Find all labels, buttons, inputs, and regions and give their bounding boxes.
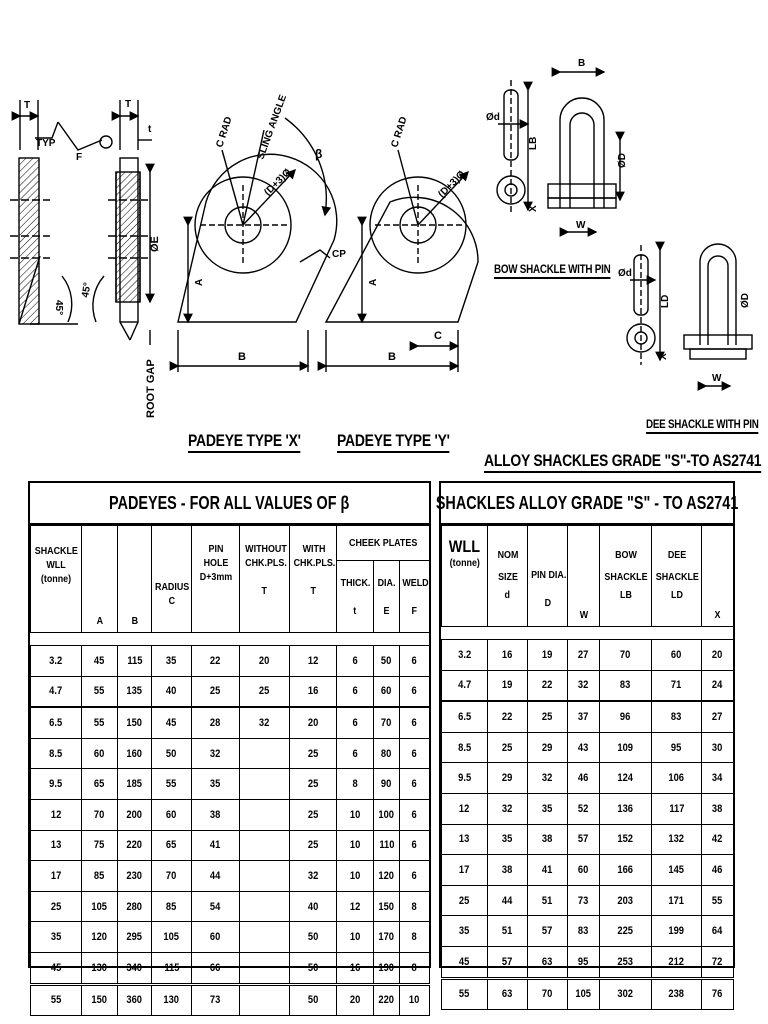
table-cell: 32 — [192, 738, 240, 769]
table-row — [442, 978, 734, 1010]
table-cell: 45 — [152, 707, 192, 738]
table-cell: 60 — [374, 676, 400, 707]
table-cell: 44 — [192, 861, 240, 892]
table-cell: 38 — [192, 799, 240, 830]
table-cell: 25 — [240, 676, 290, 707]
table-cell: 295 — [118, 922, 152, 953]
table-row — [31, 646, 430, 677]
table-cell: 135 — [118, 676, 152, 707]
table-cell: 3.2 — [31, 646, 82, 677]
table-cell: 16 — [488, 640, 528, 671]
table-cell: 70 — [528, 978, 568, 1010]
table-row — [31, 984, 430, 1016]
table-cell: 25 — [290, 799, 337, 830]
table-cell — [240, 861, 290, 892]
table-cell — [240, 984, 290, 1016]
table-cell: 45 — [442, 946, 488, 978]
shackles-table — [435, 481, 739, 1001]
table-cell: 42 — [702, 824, 734, 855]
table-cell: 8 — [400, 891, 430, 922]
table-cell: 12 — [337, 891, 374, 922]
col-dee-shackle: DEE SHACKLE LD — [652, 526, 702, 627]
table-cell: 72 — [702, 946, 734, 978]
table-cell: 10 — [337, 861, 374, 892]
table-row — [442, 946, 734, 978]
table-cell: 6 — [337, 738, 374, 769]
table-cell: 40 — [290, 891, 337, 922]
table-cell: 27 — [568, 640, 600, 671]
table-cell: 32 — [290, 861, 337, 892]
table-cell: 29 — [488, 763, 528, 794]
table-cell: 17 — [442, 855, 488, 886]
dim-w-dee: W — [712, 373, 722, 384]
table-cell: 24 — [702, 670, 734, 701]
table-cell: 35 — [488, 824, 528, 855]
table-cell: 63 — [528, 946, 568, 978]
bow-shackle-drawing — [486, 58, 628, 232]
table-cell: 6 — [337, 646, 374, 677]
table-cell: 35 — [192, 769, 240, 800]
table-cell: 136 — [600, 793, 652, 824]
col-b: B — [118, 526, 152, 633]
table-cell: 117 — [652, 793, 702, 824]
col-shackle-wll: SHACKLE WLL (tonne) — [31, 526, 82, 633]
table-cell: 25 — [290, 769, 337, 800]
table-cell: 253 — [600, 946, 652, 978]
dim-ld: LD — [660, 294, 671, 308]
table-cell: 130 — [82, 952, 118, 984]
table-cell: 70 — [152, 861, 192, 892]
table-cell: 22 — [528, 670, 568, 701]
table-cell: 4.7 — [442, 670, 488, 701]
dim-lb: LB — [528, 136, 539, 150]
table-cell: 13 — [442, 824, 488, 855]
table-cell: 20 — [290, 707, 337, 738]
table-cell: 145 — [652, 855, 702, 886]
table-cell: 73 — [192, 984, 240, 1016]
alloy-shackles-title: ALLOY SHACKLES GRADE "S"-TO AS2741 — [484, 451, 761, 471]
weld-f-label: F — [76, 152, 83, 163]
dim-t-mid: T — [125, 99, 132, 110]
table-cell: 51 — [528, 885, 568, 916]
table-cell — [240, 830, 290, 861]
table-cell: 160 — [118, 738, 152, 769]
dim-x-bow: X — [528, 205, 539, 212]
table-cell: 70 — [600, 640, 652, 671]
table-row — [442, 793, 734, 824]
table-cell: 6 — [400, 707, 430, 738]
table-row — [31, 891, 430, 922]
cp-label: CP — [332, 249, 346, 260]
table-cell: 8 — [400, 952, 430, 984]
c-rad-y: C RAD — [389, 115, 410, 149]
table-cell: 6 — [400, 861, 430, 892]
table-cell: 6 — [400, 646, 430, 677]
table-cell: 65 — [82, 769, 118, 800]
table-cell: 55 — [82, 707, 118, 738]
table-cell: 41 — [192, 830, 240, 861]
table-cell: 6.5 — [442, 701, 488, 732]
table-cell: 38 — [528, 824, 568, 855]
table-cell: 10 — [337, 799, 374, 830]
table-cell: 70 — [82, 799, 118, 830]
dee-shackle-caption: DEE SHACKLE WITH PIN — [646, 417, 759, 431]
table-cell: 150 — [82, 984, 118, 1016]
section-view-left — [10, 100, 112, 324]
dim-a-y: A — [368, 278, 379, 286]
col-cheek-plates: CHEEK PLATES — [337, 526, 430, 561]
dim-t-left: T — [24, 100, 31, 111]
table-cell: 120 — [374, 861, 400, 892]
table-row — [442, 640, 734, 671]
table-cell: 200 — [118, 799, 152, 830]
table-cell: 25 — [528, 701, 568, 732]
typ-label: TYP — [36, 138, 56, 149]
table-row — [442, 701, 734, 732]
table-cell: 85 — [82, 861, 118, 892]
table-cell: 130 — [152, 984, 192, 1016]
col-wll: WLL (tonne) — [442, 526, 488, 627]
col-pin-dia: PIN DIA. D — [528, 526, 568, 627]
table-row — [442, 824, 734, 855]
table-cell: 37 — [568, 701, 600, 732]
padeye-x-drawing — [178, 93, 337, 372]
table-cell: 10 — [337, 922, 374, 953]
table-cell: 115 — [118, 646, 152, 677]
table-cell: 35 — [528, 793, 568, 824]
dim-od-dee-big: ØD — [740, 293, 751, 308]
table-cell: 25 — [442, 885, 488, 916]
table-cell: 63 — [488, 978, 528, 1010]
table-cell: 8.5 — [31, 738, 82, 769]
table-cell: 50 — [290, 922, 337, 953]
d3-y: (D+3)Ø — [436, 168, 468, 201]
table-cell — [240, 799, 290, 830]
table-cell: 25 — [290, 738, 337, 769]
table-cell: 22 — [488, 701, 528, 732]
table-cell: 43 — [568, 732, 600, 763]
table-cell: 8.5 — [442, 732, 488, 763]
table-cell: 55 — [152, 769, 192, 800]
table-cell: 10 — [400, 984, 430, 1016]
table-cell: 45 — [82, 646, 118, 677]
table-cell: 106 — [652, 763, 702, 794]
col-weld: WELD F — [400, 561, 430, 633]
table-cell: 38 — [702, 793, 734, 824]
dim-x-dee: X — [658, 353, 669, 360]
padeye-drawings — [0, 0, 768, 470]
table-cell: 12 — [31, 799, 82, 830]
table-row — [31, 676, 430, 707]
col-pin-hole: PIN HOLE D+3mm — [192, 526, 240, 633]
table-cell: 20 — [240, 646, 290, 677]
table-cell: 8 — [337, 769, 374, 800]
table-row — [442, 732, 734, 763]
table-cell: 75 — [82, 830, 118, 861]
table-cell: 9.5 — [442, 763, 488, 794]
dim-a-x: A — [194, 278, 205, 286]
table-cell: 20 — [337, 984, 374, 1016]
table-cell: 35 — [152, 646, 192, 677]
table-cell: 302 — [600, 978, 652, 1010]
col-thick: THICK. t — [337, 561, 374, 633]
table-cell: 80 — [374, 738, 400, 769]
table-cell: 25 — [31, 891, 82, 922]
table-cell: 35 — [31, 922, 82, 953]
table-cell: 6 — [337, 707, 374, 738]
table-cell: 65 — [152, 830, 192, 861]
table-cell: 152 — [600, 824, 652, 855]
table-cell: 6 — [400, 769, 430, 800]
table-cell: 66 — [192, 952, 240, 984]
table-cell: 190 — [374, 952, 400, 984]
section-view-middle — [80, 99, 161, 418]
table-row — [442, 670, 734, 701]
table-cell: 185 — [118, 769, 152, 800]
table-cell: 50 — [152, 738, 192, 769]
table-cell: 150 — [374, 891, 400, 922]
table-cell: 8 — [400, 922, 430, 953]
table-cell: 46 — [702, 855, 734, 886]
table-row — [442, 855, 734, 886]
table-cell: 60 — [82, 738, 118, 769]
table-cell: 70 — [374, 707, 400, 738]
table-cell: 6 — [400, 676, 430, 707]
table-cell: 60 — [568, 855, 600, 886]
table-cell: 60 — [152, 799, 192, 830]
table-cell: 38 — [488, 855, 528, 886]
table-cell: 6 — [400, 738, 430, 769]
table-cell: 115 — [152, 952, 192, 984]
table-cell — [240, 738, 290, 769]
table-cell: 83 — [568, 916, 600, 947]
table-cell: 212 — [652, 946, 702, 978]
table-cell: 35 — [442, 916, 488, 947]
col-radius: RADIUS C — [152, 526, 192, 633]
padeyes-table — [28, 481, 431, 1007]
table-row — [442, 916, 734, 947]
table-cell: 32 — [568, 670, 600, 701]
table-cell: 29 — [528, 732, 568, 763]
dim-c-y: C — [434, 330, 442, 342]
table-cell: 32 — [488, 793, 528, 824]
dim-t-small: t — [148, 124, 152, 135]
angle-45-mid: 45° — [80, 281, 94, 299]
table-cell — [240, 891, 290, 922]
padeye-y-drawing — [300, 115, 478, 372]
table-cell: 71 — [652, 670, 702, 701]
table-cell: 96 — [600, 701, 652, 732]
table-cell: 83 — [600, 670, 652, 701]
table-cell: 203 — [600, 885, 652, 916]
table-cell: 40 — [152, 676, 192, 707]
table-row — [31, 922, 430, 953]
table-cell: 220 — [118, 830, 152, 861]
table-cell: 360 — [118, 984, 152, 1016]
table-cell: 32 — [240, 707, 290, 738]
table-cell: 64 — [702, 916, 734, 947]
table-cell: 41 — [528, 855, 568, 886]
table-cell — [240, 769, 290, 800]
root-gap-label: ROOT GAP — [145, 359, 157, 418]
table-cell: 45 — [31, 952, 82, 984]
padeye-x-title: PADEYE TYPE 'X' — [188, 431, 301, 451]
col-w: W — [568, 526, 600, 627]
table-cell: 230 — [118, 861, 152, 892]
table-cell: 6.5 — [31, 707, 82, 738]
table-cell: 6 — [400, 830, 430, 861]
sling-angle-label: SLING ANGLE — [255, 93, 290, 162]
padeyes-table-title: PADEYES - FOR ALL VALUES OF β — [30, 483, 429, 525]
table-cell: 55 — [31, 984, 82, 1016]
table-cell: 100 — [374, 799, 400, 830]
table-row — [31, 738, 430, 769]
table-cell: 83 — [652, 701, 702, 732]
table-cell: 132 — [652, 824, 702, 855]
table-cell: 50 — [290, 984, 337, 1016]
table-cell: 9.5 — [31, 769, 82, 800]
table-cell: 57 — [568, 824, 600, 855]
col-x: X — [702, 526, 734, 627]
table-cell: 73 — [568, 885, 600, 916]
table-cell: 95 — [568, 946, 600, 978]
table-cell: 340 — [118, 952, 152, 984]
dee-shackle-drawing — [618, 244, 752, 386]
table-cell: 95 — [652, 732, 702, 763]
table-cell: 19 — [488, 670, 528, 701]
table-cell: 60 — [652, 640, 702, 671]
table-cell: 50 — [290, 952, 337, 984]
table-row — [31, 707, 430, 738]
angle-45-left: 45° — [53, 300, 64, 316]
table-cell: 120 — [82, 922, 118, 953]
table-cell: 3.2 — [442, 640, 488, 671]
table-cell: 105 — [568, 978, 600, 1010]
padeye-y-title: PADEYE TYPE 'Y' — [337, 431, 450, 451]
table-cell: 54 — [192, 891, 240, 922]
table-cell: 13 — [31, 830, 82, 861]
beta-label: β — [315, 147, 323, 161]
table-cell: 46 — [568, 763, 600, 794]
dim-b-y: B — [388, 351, 396, 363]
table-row — [31, 952, 430, 984]
table-cell: 51 — [488, 916, 528, 947]
table-cell: 57 — [528, 916, 568, 947]
table-cell — [240, 922, 290, 953]
table-cell: 109 — [600, 732, 652, 763]
table-cell: 55 — [82, 676, 118, 707]
table-cell: 50 — [374, 646, 400, 677]
shackles-table-body — [442, 640, 734, 1010]
table-cell: 6 — [400, 799, 430, 830]
table-cell: 30 — [702, 732, 734, 763]
col-bow-shackle: BOW SHACKLE LB — [600, 526, 652, 627]
table-cell: 124 — [600, 763, 652, 794]
table-cell: 6 — [337, 676, 374, 707]
dim-b-shackle: B — [578, 58, 586, 69]
dim-od-bow: Ød — [486, 112, 500, 123]
table-cell: 28 — [192, 707, 240, 738]
table-cell: 4.7 — [31, 676, 82, 707]
padeyes-table-body — [31, 646, 430, 1016]
table-row — [31, 830, 430, 861]
table-cell: 55 — [702, 885, 734, 916]
col-without-chk: WITHOUT CHK.PLS. T — [240, 526, 290, 633]
table-cell: 44 — [488, 885, 528, 916]
table-cell: 60 — [192, 922, 240, 953]
table-cell: 199 — [652, 916, 702, 947]
table-cell: 105 — [152, 922, 192, 953]
table-row — [442, 885, 734, 916]
dim-oe: ØE — [149, 236, 161, 252]
table-cell: 85 — [152, 891, 192, 922]
table-cell: 34 — [702, 763, 734, 794]
table-cell: 19 — [528, 640, 568, 671]
table-cell: 17 — [31, 861, 82, 892]
table-cell: 16 — [290, 676, 337, 707]
table-cell: 90 — [374, 769, 400, 800]
table-cell: 57 — [488, 946, 528, 978]
shackles-table-title: SHACKLES ALLOY GRADE "S" - TO AS2741 — [441, 483, 733, 525]
table-cell: 16 — [337, 952, 374, 984]
table-cell: 32 — [528, 763, 568, 794]
table-cell: 105 — [82, 891, 118, 922]
dim-od-bow-big: ØD — [617, 153, 628, 168]
table-cell: 225 — [600, 916, 652, 947]
c-rad-x: C RAD — [214, 115, 235, 149]
bow-shackle-caption: BOW SHACKLE WITH PIN — [494, 262, 610, 276]
table-cell: 238 — [652, 978, 702, 1010]
table-cell: 76 — [702, 978, 734, 1010]
table-cell: 22 — [192, 646, 240, 677]
col-with-chk: WITH CHK.PLS. T — [290, 526, 337, 633]
table-cell: 171 — [652, 885, 702, 916]
table-cell: 12 — [290, 646, 337, 677]
table-cell: 55 — [442, 978, 488, 1010]
table-cell: 280 — [118, 891, 152, 922]
table-cell: 25 — [290, 830, 337, 861]
dim-w-bow: W — [576, 220, 586, 231]
dim-b-x: B — [238, 351, 246, 363]
table-row — [31, 799, 430, 830]
table-cell: 27 — [702, 701, 734, 732]
table-cell: 12 — [442, 793, 488, 824]
table-cell: 52 — [568, 793, 600, 824]
table-cell: 10 — [337, 830, 374, 861]
table-cell: 170 — [374, 922, 400, 953]
table-row — [31, 769, 430, 800]
table-row — [31, 861, 430, 892]
table-cell — [240, 952, 290, 984]
col-dia: DIA. E — [374, 561, 400, 633]
table-cell: 110 — [374, 830, 400, 861]
table-cell: 166 — [600, 855, 652, 886]
col-a: A — [82, 526, 118, 633]
table-cell: 20 — [702, 640, 734, 671]
table-cell: 150 — [118, 707, 152, 738]
table-cell: 220 — [374, 984, 400, 1016]
table-cell: 25 — [192, 676, 240, 707]
dim-od-dee: Ød — [618, 268, 632, 279]
col-nom-size: NOM SIZE d — [488, 526, 528, 627]
table-cell: 25 — [488, 732, 528, 763]
d3-x: (D+3)Ø — [262, 166, 294, 199]
table-row — [442, 763, 734, 794]
